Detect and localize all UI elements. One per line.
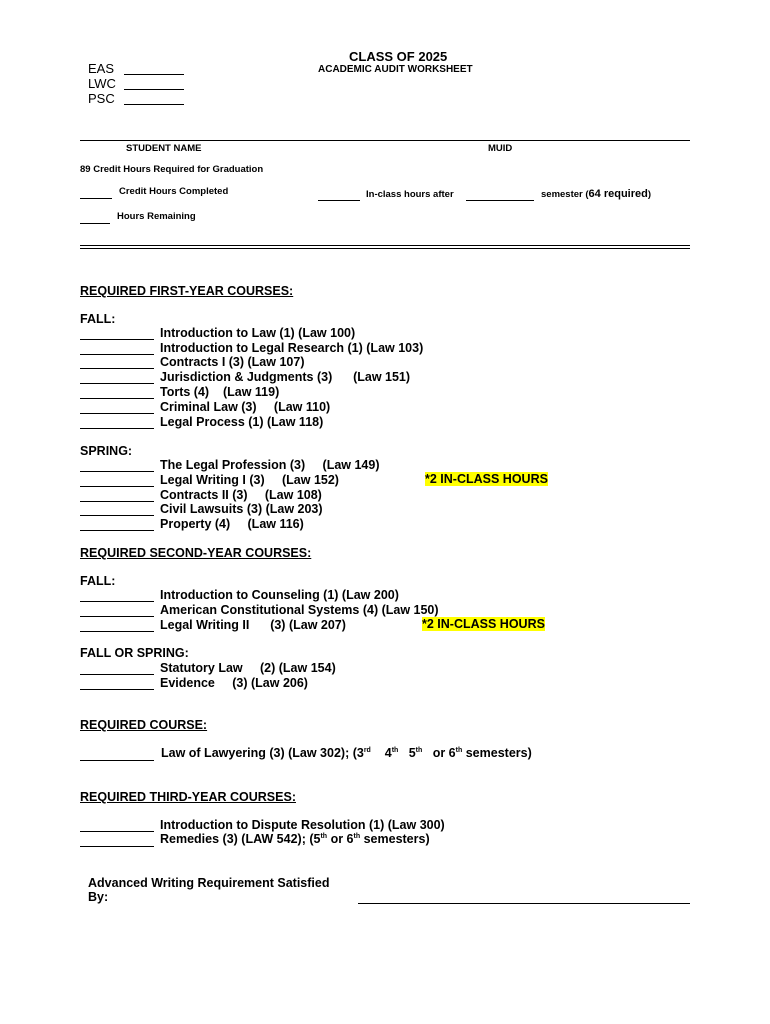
code-eas-label: EAS xyxy=(88,61,115,76)
course-law-149: The Legal Profession (3) (Law 149) xyxy=(160,458,380,472)
course-checkbox-blank[interactable] xyxy=(80,674,154,675)
course-checkbox-blank[interactable] xyxy=(80,428,154,429)
course-law-100: Introduction to Law (1) (Law 100) xyxy=(160,326,356,340)
course-checkbox-blank[interactable] xyxy=(80,760,154,761)
second-year-fall-label: FALL: xyxy=(80,574,116,588)
course-checkbox-blank[interactable] xyxy=(80,398,154,399)
course-checkbox-blank[interactable] xyxy=(80,631,154,632)
divider-top xyxy=(80,245,690,246)
first-year-heading: REQUIRED FIRST-YEAR COURSES: xyxy=(80,284,294,298)
advanced-writing-by-label: By: xyxy=(88,890,109,904)
fall-or-spring-label: FALL OR SPRING: xyxy=(80,646,189,660)
course-law-119: Torts (4) (Law 119) xyxy=(160,385,280,399)
course-checkbox-blank[interactable] xyxy=(80,530,154,531)
document-title: CLASS OF 2025 xyxy=(349,49,448,64)
course-checkbox-blank[interactable] xyxy=(80,689,154,690)
semester-blank[interactable] xyxy=(466,200,534,201)
inclass-note-2: *2 IN-CLASS HOURS xyxy=(422,617,545,631)
course-checkbox-blank[interactable] xyxy=(80,368,154,369)
credit-required-text: 89 Credit Hours Required for Graduation xyxy=(80,164,264,175)
inclass-hours-label: In-class hours after xyxy=(366,189,454,200)
course-checkbox-blank[interactable] xyxy=(80,486,154,487)
course-law-300: Introduction to Dispute Resolution (1) (Law 300) xyxy=(160,818,445,832)
hours-remaining-blank[interactable] xyxy=(80,223,110,224)
code-eas-blank[interactable] xyxy=(124,74,184,75)
course-checkbox-blank[interactable] xyxy=(80,383,154,384)
hours-remaining-label: Hours Remaining xyxy=(117,211,196,222)
credit-completed-blank[interactable] xyxy=(80,198,112,199)
course-law-116: Property (4) (Law 116) xyxy=(160,517,304,531)
code-lwc-label: LWC xyxy=(88,76,116,91)
course-checkbox-blank[interactable] xyxy=(80,501,154,502)
course-checkbox-blank[interactable] xyxy=(80,354,154,355)
course-law-103: Introduction to Legal Research (1) (Law 103) xyxy=(160,341,424,355)
course-law-110: Criminal Law (3) (Law 110) xyxy=(160,400,331,414)
advanced-writing-signature-line[interactable] xyxy=(358,903,690,904)
course-law-107: Contracts I (3) (Law 107) xyxy=(160,355,305,369)
document-subtitle: ACADEMIC AUDIT WORKSHEET xyxy=(318,64,473,75)
course-law-152: Legal Writing I (3) (Law 152) xyxy=(160,473,339,487)
first-year-fall-label: FALL: xyxy=(80,312,116,326)
semester-label: semester (64 required) xyxy=(541,188,652,200)
course-law-118: Legal Process (1) (Law 118) xyxy=(160,415,324,429)
course-law-151: Jurisdiction & Judgments (3) (Law 151) xyxy=(160,370,411,384)
inclass-hours-blank[interactable] xyxy=(318,200,360,201)
course-law-108: Contracts II (3) (Law 108) xyxy=(160,488,322,502)
course-checkbox-blank[interactable] xyxy=(80,831,154,832)
course-checkbox-blank[interactable] xyxy=(80,616,154,617)
code-psc-blank[interactable] xyxy=(124,104,184,105)
course-law-542: Remedies (3) (LAW 542); (5th or 6th semesters) xyxy=(160,832,430,846)
course-checkbox-blank[interactable] xyxy=(80,339,154,340)
course-checkbox-blank[interactable] xyxy=(80,413,154,414)
student-name-line[interactable] xyxy=(80,140,690,141)
divider-bottom xyxy=(80,248,690,249)
course-law-206: Evidence (3) (Law 206) xyxy=(160,676,308,690)
credit-completed-label: Credit Hours Completed xyxy=(119,186,229,197)
course-checkbox-blank[interactable] xyxy=(80,471,154,472)
second-year-heading: REQUIRED SECOND-YEAR COURSES: xyxy=(80,546,312,560)
code-psc-label: PSC xyxy=(88,91,115,106)
third-year-heading: REQUIRED THIRD-YEAR COURSES: xyxy=(80,790,296,804)
course-law-207: Legal Writing II (3) (Law 207) xyxy=(160,618,346,632)
inclass-note-1: *2 IN-CLASS HOURS xyxy=(425,472,548,486)
code-lwc-blank[interactable] xyxy=(124,89,184,90)
course-law-203: Civil Lawsuits (3) (Law 203) xyxy=(160,502,323,516)
muid-label: MUID xyxy=(488,143,513,154)
course-law-154: Statutory Law (2) (Law 154) xyxy=(160,661,336,675)
course-checkbox-blank[interactable] xyxy=(80,601,154,602)
student-name-label: STUDENT NAME xyxy=(126,143,202,154)
course-law-200: Introduction to Counseling (1) (Law 200) xyxy=(160,588,399,602)
course-checkbox-blank[interactable] xyxy=(80,515,154,516)
first-year-spring-label: SPRING: xyxy=(80,444,133,458)
required-course-heading: REQUIRED COURSE: xyxy=(80,718,208,732)
course-law-150: American Constitutional Systems (4) (Law 150) xyxy=(160,603,439,617)
advanced-writing-label: Advanced Writing Requirement Satisfied xyxy=(88,876,330,890)
course-checkbox-blank[interactable] xyxy=(80,846,154,847)
course-law-302: Law of Lawyering (3) (Law 302); (3rd 4th 5th or 6th semesters) xyxy=(161,746,532,760)
